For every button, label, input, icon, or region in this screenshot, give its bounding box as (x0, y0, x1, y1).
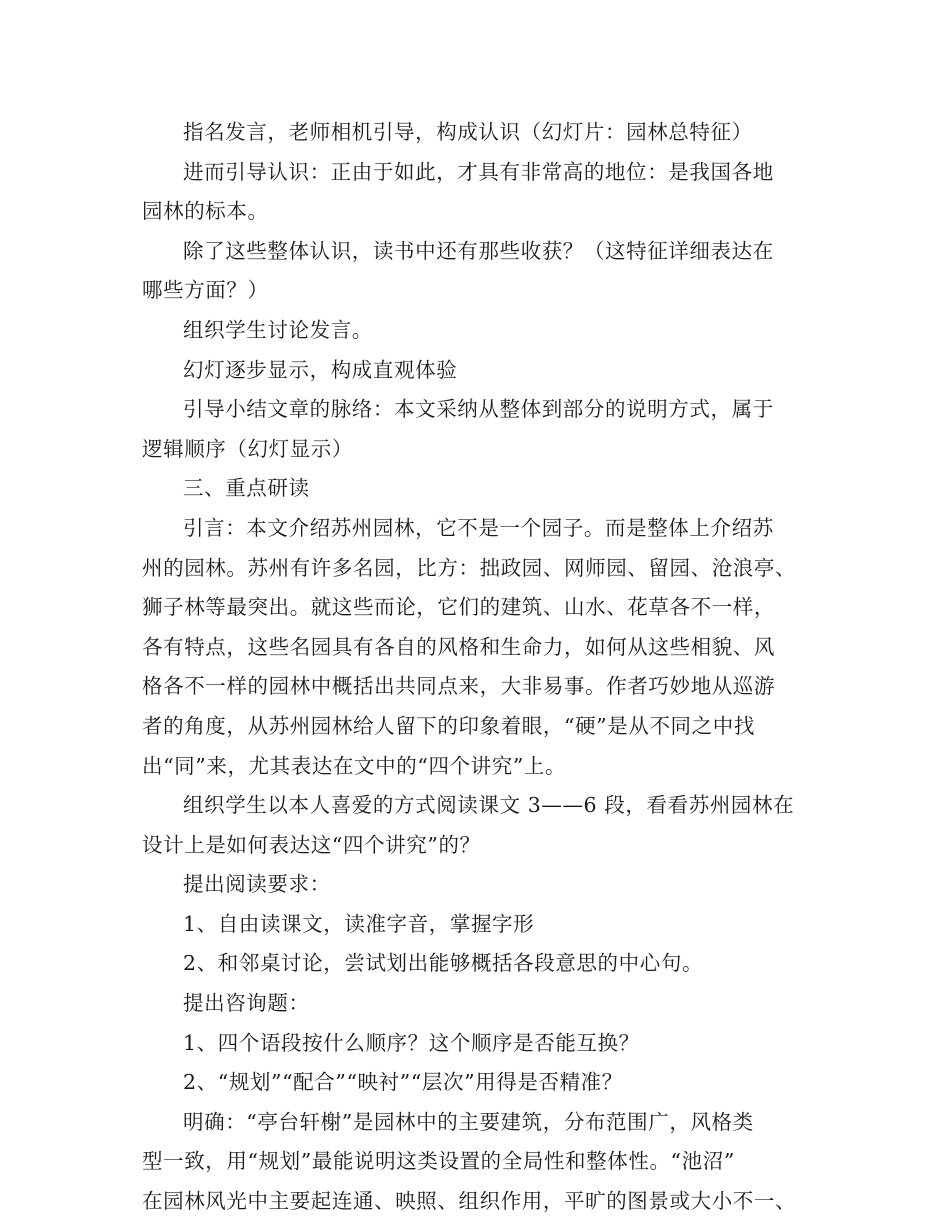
text-line: 组织学生讨论发言。 (183, 317, 373, 342)
list-item (142, 905, 824, 945)
list-item (142, 1024, 824, 1064)
text-line: 明确：“亭台轩榭”是园林中的主要建筑，分布范围广，风格类 (183, 1109, 754, 1134)
text-line: 设计上是如何表达这“四个讲究”的？ (142, 832, 481, 857)
paragraph-10 (142, 865, 824, 905)
text-line: 三、重点研读 (183, 476, 310, 501)
text-line: 组织学生以本人喜爱的方式阅读课文 3——6 段，看看苏州园林在 (183, 793, 795, 818)
text-line: 格各不一样的园林中概括出共同点来，大非易事。作者巧妙地从巡游 (142, 674, 775, 699)
paragraph-2 (142, 153, 824, 232)
paragraph-4 (142, 311, 824, 351)
list-item (142, 944, 824, 984)
document-body (142, 113, 824, 1222)
text-line: 2、“规划”“配合”“映衬”“层次”用得是否精准？ (183, 1070, 623, 1095)
paragraph-5 (142, 351, 824, 391)
text-line: 者的角度，从苏州园林给人留下的印象着眼，“硬”是从不同之中找 (142, 713, 755, 738)
list-item (142, 1063, 824, 1103)
text-line: 提出阅读要求： (183, 872, 331, 897)
paragraph-8 (142, 509, 824, 786)
text-line: 提出咨询题： (183, 991, 310, 1016)
text-line: 2、和邻桌讨论，尝试划出能够概括各段意思的中心句。 (183, 951, 704, 976)
paragraph-3 (142, 232, 824, 311)
text-line: 出“同”来，尤其表达在文中的“四个讲究”上。 (142, 753, 567, 778)
text-line: 1、自由读课文，读准字音，掌握字形 (183, 911, 535, 936)
text-line: 幻灯逐步显示，构成直观体验 (183, 357, 458, 382)
text-line: 各有特点，这些名园具有各自的风格和生命力，如何从这些相貌、风 (142, 634, 775, 659)
text-line: 型一致，用“规划”最能说明这类设置的全局性和整体性。“池沼” (142, 1149, 735, 1174)
section-heading (142, 469, 824, 509)
text-line: 1、四个语段按什么顺序？这个顺序是否能互换？ (183, 1030, 640, 1055)
text-line: 引导小结文章的脉络：本文采纳从整体到部分的说明方式，属于 (183, 397, 774, 422)
text-line: 在园林风光中主要起连通、映照、组织作用，平旷的图景或大小不一、 (142, 1189, 797, 1214)
paragraph-1 (142, 113, 824, 153)
text-line: 逻辑顺序（幻灯显示） (142, 436, 353, 461)
text-line: 引言：本文介绍苏州园林，它不是一个园子。而是整体上介绍苏 (183, 515, 774, 540)
paragraph-16 (142, 1103, 824, 1222)
text-line: 哪些方面？） (142, 278, 269, 303)
text-line: 园林的标本。 (142, 199, 269, 224)
text-line: 指名发言，老师相机引导，构成认识（幻灯片：园林总特征） (183, 120, 753, 144)
text-line: 进而引导认识：正由于如此，才具有非常高的地位：是我国各地 (183, 159, 774, 184)
text-line: 狮子林等最突出。就这些而论，它们的建筑、山水、花草各不一样， (142, 595, 775, 620)
text-line: 州的园林。苏州有许多名园，比方：拙政园、网师园、留园、沧浪亭、 (142, 555, 797, 580)
paragraph-13 (142, 984, 824, 1024)
text-line: 除了这些整体认识，读书中还有那些收获？（这特征详细表达在 (183, 238, 774, 263)
paragraph-6 (142, 390, 824, 469)
paragraph-9 (142, 786, 824, 865)
